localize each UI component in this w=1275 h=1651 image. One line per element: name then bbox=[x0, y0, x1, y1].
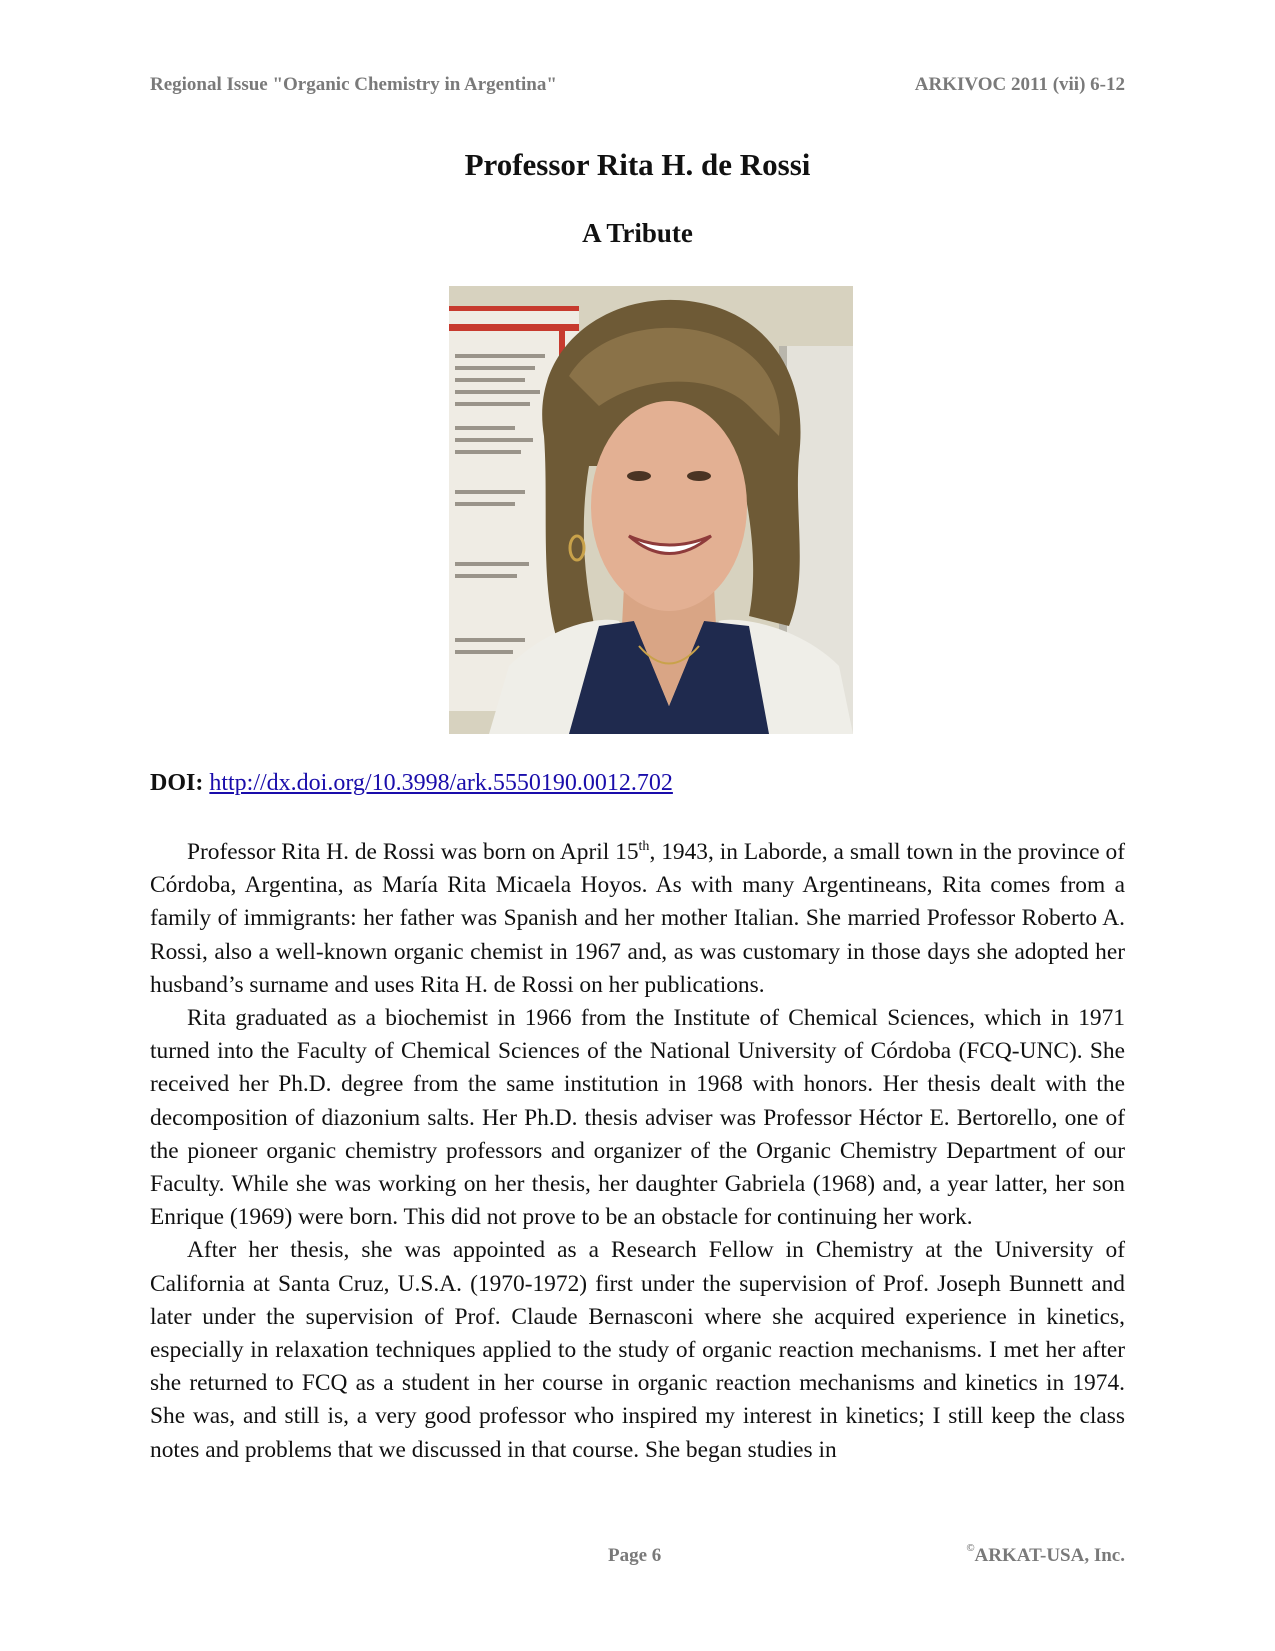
copyright-notice bbox=[966, 1542, 1125, 1567]
article-title: Professor Rita H. de Rossi bbox=[464, 147, 811, 182]
copyright-holder: ARKAT-USA, Inc. bbox=[974, 1545, 1125, 1566]
running-footer bbox=[150, 1542, 1125, 1569]
running-header bbox=[150, 74, 1125, 98]
ordinal-suffix: th bbox=[638, 839, 650, 855]
doi-link[interactable]: http://dx.doi.org/10.3998/ark.5550190.0012.702 bbox=[209, 770, 673, 796]
paragraph-1-part-b: , 1943, in Laborde, a small town in the province of Córdoba, Argentina, as María Rita Micaela Hoyos. As with many Argentineans, Rita comes from a family of immigrants: her father was Spanish and her mother Italian. She married Professor Roberto A. Rossi, also a well-known organic chemist in 1967 and, as was customary in those days she adopted her husband’s surname and uses Rita H. de Rossi on her publications. bbox=[150, 839, 1125, 998]
article-body bbox=[150, 836, 1125, 1467]
copyright-symbol: © bbox=[966, 1542, 975, 1554]
journal-citation: ARKIVOC 2011 (vii) 6-12 bbox=[914, 74, 1125, 95]
paragraph-2: Rita graduated as a biochemist in 1966 from the Institute of Chemical Sciences, which in 1971 turned into the Faculty of Chemical Sciences of the National University of Córdoba (FCQ-UNC). She received her Ph.D. degree from the same institution in 1968 with honors. Her thesis dealt with the decomposition of diazonium salts. Her Ph.D. thesis adviser was Professor Héctor E. Bertorello, one of the pioneer organic chemistry professors and organizer of the Organic Chemistry Department of our Faculty. While she was working on her thesis, her daughter Gabriela (1968) and, a year latter, her son Enrique (1969) were born. This did not prove to be an obstacle for continuing her work. bbox=[150, 1005, 1125, 1231]
journal-issue-title: Regional Issue "Organic Chemistry in Argentina" bbox=[150, 74, 557, 95]
portrait-photo bbox=[449, 286, 853, 734]
paragraph-3: After her thesis, she was appointed as a Research Fellow in Chemistry at the University of California at Santa Cruz, U.S.A. (1970-1972) first under the supervision of Prof. Joseph Bunnett and later under the supervision of Prof. Claude Bernasconi where she acquired experience in kinetics, especially in relaxation techniques applied to the study of organic reaction mechanisms. I met her after she returned to FCQ as a student in her course in organic reaction mechanisms and kinetics in 1974. She was, and still is, a very good professor who inspired my interest in kinetics; I still keep the class notes and problems that we discussed in that course. She began studies in bbox=[150, 1237, 1125, 1463]
paragraph-1-part-a: Professor Rita H. de Rossi was born on April 15 bbox=[187, 839, 639, 865]
page-number: Page 6 bbox=[608, 1545, 662, 1566]
paragraph-1 bbox=[150, 836, 1125, 1002]
doi-line bbox=[150, 770, 673, 797]
article-subtitle: A Tribute bbox=[582, 218, 693, 248]
doi-label: DOI: bbox=[150, 770, 204, 796]
